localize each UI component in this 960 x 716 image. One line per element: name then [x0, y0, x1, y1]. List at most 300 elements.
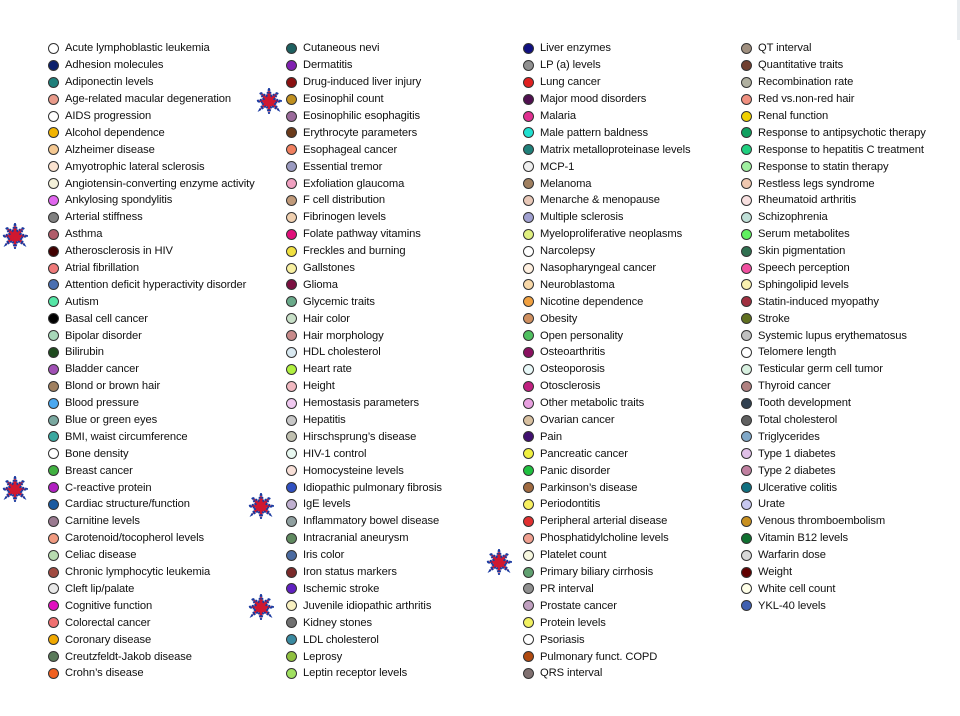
color-swatch [741, 398, 752, 409]
color-swatch [48, 499, 59, 510]
legend-item [286, 631, 442, 648]
color-swatch [523, 482, 534, 493]
legend-label: Pancreatic cancer [540, 447, 628, 460]
legend-label: Otosclerosis [540, 380, 601, 393]
color-swatch [48, 465, 59, 476]
color-swatch [48, 127, 59, 138]
legend-item [48, 412, 255, 429]
legend-item [286, 175, 442, 192]
legend-item [286, 344, 442, 361]
color-swatch [741, 127, 752, 138]
legend-item [741, 479, 926, 496]
legend-label: Hair color [303, 312, 350, 325]
legend-label: Dermatitis [303, 59, 353, 72]
legend-item [286, 293, 442, 310]
legend-label: Stroke [758, 312, 790, 325]
color-swatch [741, 60, 752, 71]
color-swatch [523, 499, 534, 510]
legend-label: Ulcerative colitis [758, 481, 838, 494]
legend-item [741, 91, 926, 108]
legend-label: Pain [540, 430, 562, 443]
legend-label: Intracranial aneurysm [303, 532, 409, 545]
legend-label: HIV-1 control [303, 447, 367, 460]
legend-item [741, 192, 926, 209]
legend-label: Cardiac structure/function [65, 498, 190, 511]
color-swatch [48, 263, 59, 274]
color-swatch [48, 448, 59, 459]
legend-label: C-reactive protein [65, 481, 152, 494]
color-swatch [741, 431, 752, 442]
legend-label: Matrix metalloproteinase levels [540, 143, 691, 156]
legend-item [48, 665, 255, 682]
color-swatch [286, 668, 297, 679]
legend-label: Obesity [540, 312, 578, 325]
legend-item [48, 530, 255, 547]
legend-label: Blood pressure [65, 397, 139, 410]
legend-item [523, 226, 690, 243]
color-swatch [286, 330, 297, 341]
legend-label: Nasopharyngeal cancer [540, 262, 657, 275]
color-swatch [523, 431, 534, 442]
legend-item [48, 361, 255, 378]
legend-item [286, 226, 442, 243]
color-swatch [48, 668, 59, 679]
legend-item [523, 547, 690, 564]
legend-label: Crohn’s disease [65, 667, 144, 680]
color-swatch [286, 431, 297, 442]
legend-item [741, 428, 926, 445]
legend-label: Leprosy [303, 650, 343, 663]
legend-item [48, 479, 255, 496]
color-swatch [523, 279, 534, 290]
legend-label: Peripheral arterial disease [540, 515, 668, 528]
legend-label: Alcohol dependence [65, 126, 165, 139]
color-swatch [286, 617, 297, 628]
legend-label: Drug-induced liver injury [303, 76, 422, 89]
color-swatch [48, 600, 59, 611]
legend-item [523, 428, 690, 445]
legend-item [286, 192, 442, 209]
legend-item [286, 581, 442, 598]
legend-label: Red vs.non-red hair [758, 93, 855, 106]
legend-label: Freckles and burning [303, 245, 406, 258]
legend-item [286, 395, 442, 412]
legend-label: Periodontitis [540, 498, 601, 511]
legend-label: Vitamin B12 levels [758, 532, 849, 545]
color-swatch [286, 161, 297, 172]
color-swatch [286, 296, 297, 307]
color-swatch [48, 229, 59, 240]
legend-label: Myeloproliferative neoplasms [540, 228, 683, 241]
legend-label: Major mood disorders [540, 93, 647, 106]
legend-item [48, 158, 255, 175]
legend-item [48, 310, 255, 327]
legend-label: Angiotensin-converting enzyme activity [65, 177, 255, 190]
color-swatch [741, 364, 752, 375]
legend-label: Response to statin therapy [758, 160, 889, 173]
color-swatch [741, 94, 752, 105]
legend-label: Folate pathway vitamins [303, 228, 421, 241]
legend-label: BMI, waist circumference [65, 430, 188, 443]
color-swatch [48, 651, 59, 662]
color-swatch [741, 43, 752, 54]
legend-label: Celiac disease [65, 549, 137, 562]
legend-label: Chronic lymphocytic leukemia [65, 566, 211, 579]
legend-item [523, 513, 690, 530]
legend-label: Bladder cancer [65, 363, 139, 376]
legend-item [286, 124, 442, 141]
color-swatch [741, 533, 752, 544]
legend-label: Bipolar disorder [65, 329, 142, 342]
color-swatch [48, 347, 59, 358]
legend-label: AIDS progression [65, 110, 152, 122]
legend-label: Asthma [65, 228, 103, 241]
legend-label: MCP-1 [540, 160, 575, 173]
burst-marker-asthma [2, 223, 28, 249]
legend-item [286, 412, 442, 429]
legend-item [741, 597, 926, 614]
legend-label: Blond or brown hair [65, 380, 161, 393]
legend-label: Multiple sclerosis [540, 211, 624, 224]
legend-label: Recombination rate [758, 76, 854, 89]
legend-label: Fibrinogen levels [303, 211, 386, 224]
legend-label: Autism [65, 295, 99, 308]
color-swatch [286, 567, 297, 578]
color-swatch [48, 212, 59, 223]
color-swatch [741, 550, 752, 561]
legend-item [741, 310, 926, 327]
legend-label: Acute lymphoblastic leukemia [65, 42, 210, 55]
legend-item [523, 665, 690, 682]
color-swatch [523, 465, 534, 476]
color-swatch [523, 347, 534, 358]
color-swatch [741, 279, 752, 290]
legend-item [523, 614, 690, 631]
legend-item [48, 226, 255, 243]
legend-item [286, 665, 442, 682]
color-swatch [523, 651, 534, 662]
legend-item [48, 124, 255, 141]
legend-item [286, 479, 442, 496]
legend-label: Weight [758, 566, 793, 579]
color-swatch [741, 77, 752, 88]
legend-label: LP (a) levels [540, 59, 601, 72]
legend-label: Amyotrophic lateral sclerosis [65, 160, 205, 173]
color-swatch [741, 195, 752, 206]
legend-item [741, 141, 926, 158]
color-swatch [48, 431, 59, 442]
legend-item [286, 243, 442, 260]
legend-label: HDL cholesterol [303, 346, 381, 359]
legend-item [523, 310, 690, 327]
legend-item [741, 175, 926, 192]
legend-item [286, 276, 442, 293]
color-swatch [286, 111, 297, 122]
legend-item [523, 581, 690, 598]
color-swatch [741, 600, 752, 611]
legend-item [48, 597, 255, 614]
legend-item [286, 547, 442, 564]
color-swatch [523, 178, 534, 189]
legend-item [523, 158, 690, 175]
color-swatch [523, 634, 534, 645]
legend-label: Ischemic stroke [303, 582, 380, 595]
color-swatch [523, 398, 534, 409]
legend-label: Schizophrenia [758, 211, 828, 224]
legend-label: Pulmonary funct. COPD [540, 650, 658, 663]
color-swatch [286, 94, 297, 105]
legend-label: Warfarin dose [758, 549, 826, 562]
color-swatch [741, 482, 752, 493]
color-swatch [523, 448, 534, 459]
legend-column-3 [523, 40, 690, 682]
legend-label: Eosinophilic esophagitis [303, 110, 421, 122]
legend-item [741, 564, 926, 581]
color-swatch [523, 617, 534, 628]
legend-item [741, 108, 926, 125]
legend-label: White cell count [758, 582, 836, 595]
legend-item [741, 57, 926, 74]
color-swatch [286, 60, 297, 71]
legend-label: Panic disorder [540, 464, 611, 477]
legend-item [523, 209, 690, 226]
color-swatch [48, 583, 59, 594]
legend-item [286, 57, 442, 74]
color-swatch [523, 415, 534, 426]
color-swatch [741, 296, 752, 307]
color-swatch [286, 77, 297, 88]
legend-label: Bone density [65, 447, 129, 460]
legend-item [48, 564, 255, 581]
legend-item [523, 327, 690, 344]
legend-item [286, 327, 442, 344]
legend-item [741, 344, 926, 361]
legend-label: Rheumatoid arthritis [758, 194, 857, 207]
legend-item [741, 412, 926, 429]
legend-item [48, 631, 255, 648]
legend-item [741, 462, 926, 479]
legend-item [741, 378, 926, 395]
legend-label: Cutaneous nevi [303, 42, 380, 55]
legend-label: Leptin receptor levels [303, 667, 408, 680]
legend-label: Colorectal cancer [65, 616, 151, 629]
legend-label: Melanoma [540, 177, 592, 190]
legend-label: Arterial stiffness [65, 211, 143, 224]
color-swatch [741, 448, 752, 459]
legend-item [741, 530, 926, 547]
legend-item [286, 428, 442, 445]
legend-label: Telomere length [758, 346, 837, 359]
legend-item [286, 74, 442, 91]
color-swatch [741, 246, 752, 257]
legend-item [523, 344, 690, 361]
legend-item [48, 614, 255, 631]
legend-label: QRS interval [540, 667, 603, 680]
color-swatch [48, 161, 59, 172]
legend-label: Basal cell cancer [65, 312, 148, 325]
color-swatch [286, 583, 297, 594]
legend-item [48, 344, 255, 361]
legend-label: YKL-40 levels [758, 599, 826, 612]
legend-label: F cell distribution [303, 194, 386, 207]
color-swatch [741, 263, 752, 274]
legend-label: Male pattern baldness [540, 126, 648, 139]
legend-item [741, 209, 926, 226]
legend-item [48, 74, 255, 91]
color-swatch [523, 668, 534, 679]
color-swatch [523, 246, 534, 257]
legend-item [523, 276, 690, 293]
color-swatch [523, 43, 534, 54]
color-swatch [48, 381, 59, 392]
legend-item [523, 412, 690, 429]
legend-item [523, 74, 690, 91]
legend-label: Nicotine dependence [540, 295, 644, 308]
legend-label: Glycemic traits [303, 295, 375, 308]
color-swatch [48, 246, 59, 257]
color-swatch [741, 144, 752, 155]
color-swatch [523, 144, 534, 155]
legend-item [523, 108, 690, 125]
color-swatch [523, 567, 534, 578]
legend-item [523, 648, 690, 665]
legend-item [523, 564, 690, 581]
legend-label: Platelet count [540, 549, 607, 562]
legend-label: Statin-induced myopathy [758, 295, 879, 308]
color-swatch [48, 313, 59, 324]
legend-item [741, 361, 926, 378]
color-swatch [741, 499, 752, 510]
color-swatch [523, 161, 534, 172]
color-swatch [286, 212, 297, 223]
color-swatch [741, 313, 752, 324]
color-swatch [48, 60, 59, 71]
legend-item [286, 260, 442, 277]
color-swatch [523, 313, 534, 324]
color-swatch [286, 550, 297, 561]
legend-item [741, 276, 926, 293]
legend-label: Essential tremor [303, 160, 383, 173]
legend-item [523, 445, 690, 462]
legend-label: Alzheimer disease [65, 143, 155, 156]
color-swatch [48, 415, 59, 426]
legend-label: Hirschsprung’s disease [303, 430, 417, 443]
legend-item [286, 530, 442, 547]
legend-item [48, 648, 255, 665]
color-swatch [741, 330, 752, 341]
color-swatch [523, 381, 534, 392]
legend-item [48, 57, 255, 74]
legend-label: Height [303, 380, 335, 393]
color-swatch [523, 77, 534, 88]
color-swatch [741, 111, 752, 122]
legend-item [741, 260, 926, 277]
legend-label: Age-related macular degeneration [65, 93, 231, 106]
color-swatch [741, 567, 752, 578]
legend-item [741, 445, 926, 462]
legend-label: Hemostasis parameters [303, 397, 420, 410]
legend-item [286, 158, 442, 175]
legend-item [48, 428, 255, 445]
color-swatch [286, 43, 297, 54]
color-swatch [523, 330, 534, 341]
color-swatch [523, 516, 534, 527]
legend-item [741, 513, 926, 530]
color-swatch [286, 465, 297, 476]
color-swatch [523, 229, 534, 240]
color-swatch [48, 43, 59, 54]
legend-item [523, 40, 690, 57]
legend-label: Tooth development [758, 397, 851, 410]
legend-column-1 [48, 40, 255, 682]
legend-label: Iron status markers [303, 566, 397, 579]
legend-label: Other metabolic traits [540, 397, 645, 410]
legend-label: Ankylosing spondylitis [65, 194, 173, 207]
legend-label: Renal function [758, 110, 829, 122]
color-swatch [48, 533, 59, 544]
color-swatch [286, 279, 297, 290]
legend-item [48, 141, 255, 158]
color-swatch [286, 229, 297, 240]
legend-label: Skin pigmentation [758, 245, 846, 258]
legend-label: Narcolepsy [540, 245, 595, 258]
color-swatch [48, 398, 59, 409]
color-swatch [286, 516, 297, 527]
legend-item [48, 91, 255, 108]
color-swatch [741, 178, 752, 189]
legend-item [523, 378, 690, 395]
burst-marker-ige-levels [248, 493, 274, 519]
color-swatch [523, 94, 534, 105]
legend-label: Osteoarthritis [540, 346, 606, 359]
color-swatch [48, 195, 59, 206]
legend-label: Blue or green eyes [65, 414, 158, 427]
color-swatch [286, 651, 297, 662]
burst-marker-platelet-count [486, 549, 512, 575]
color-swatch [48, 178, 59, 189]
color-swatch [286, 178, 297, 189]
legend-label: Glioma [303, 278, 338, 291]
color-swatch [741, 347, 752, 358]
legend-item [286, 648, 442, 665]
color-swatch [48, 111, 59, 122]
legend-item [523, 57, 690, 74]
legend-label: Bilirubin [65, 346, 104, 359]
legend-item [523, 260, 690, 277]
legend-label: Open personality [540, 329, 623, 342]
color-swatch [48, 634, 59, 645]
color-swatch [523, 195, 534, 206]
legend-label: Atrial fibrillation [65, 262, 139, 275]
color-swatch [286, 127, 297, 138]
legend-label: Erythrocyte parameters [303, 126, 418, 139]
legend-item [741, 496, 926, 513]
legend-label: Phosphatidylcholine levels [540, 532, 669, 545]
legend-label: Juvenile idiopathic arthritis [303, 599, 432, 612]
legend-item [741, 124, 926, 141]
color-swatch [523, 263, 534, 274]
legend-label: Esophageal cancer [303, 143, 398, 156]
color-swatch [741, 212, 752, 223]
color-swatch [286, 448, 297, 459]
legend-item [286, 108, 442, 125]
legend-item [48, 243, 255, 260]
color-swatch [48, 77, 59, 88]
color-swatch [48, 482, 59, 493]
legend-item [286, 40, 442, 57]
legend-item [48, 547, 255, 564]
legend-label: Adiponectin levels [65, 76, 154, 89]
